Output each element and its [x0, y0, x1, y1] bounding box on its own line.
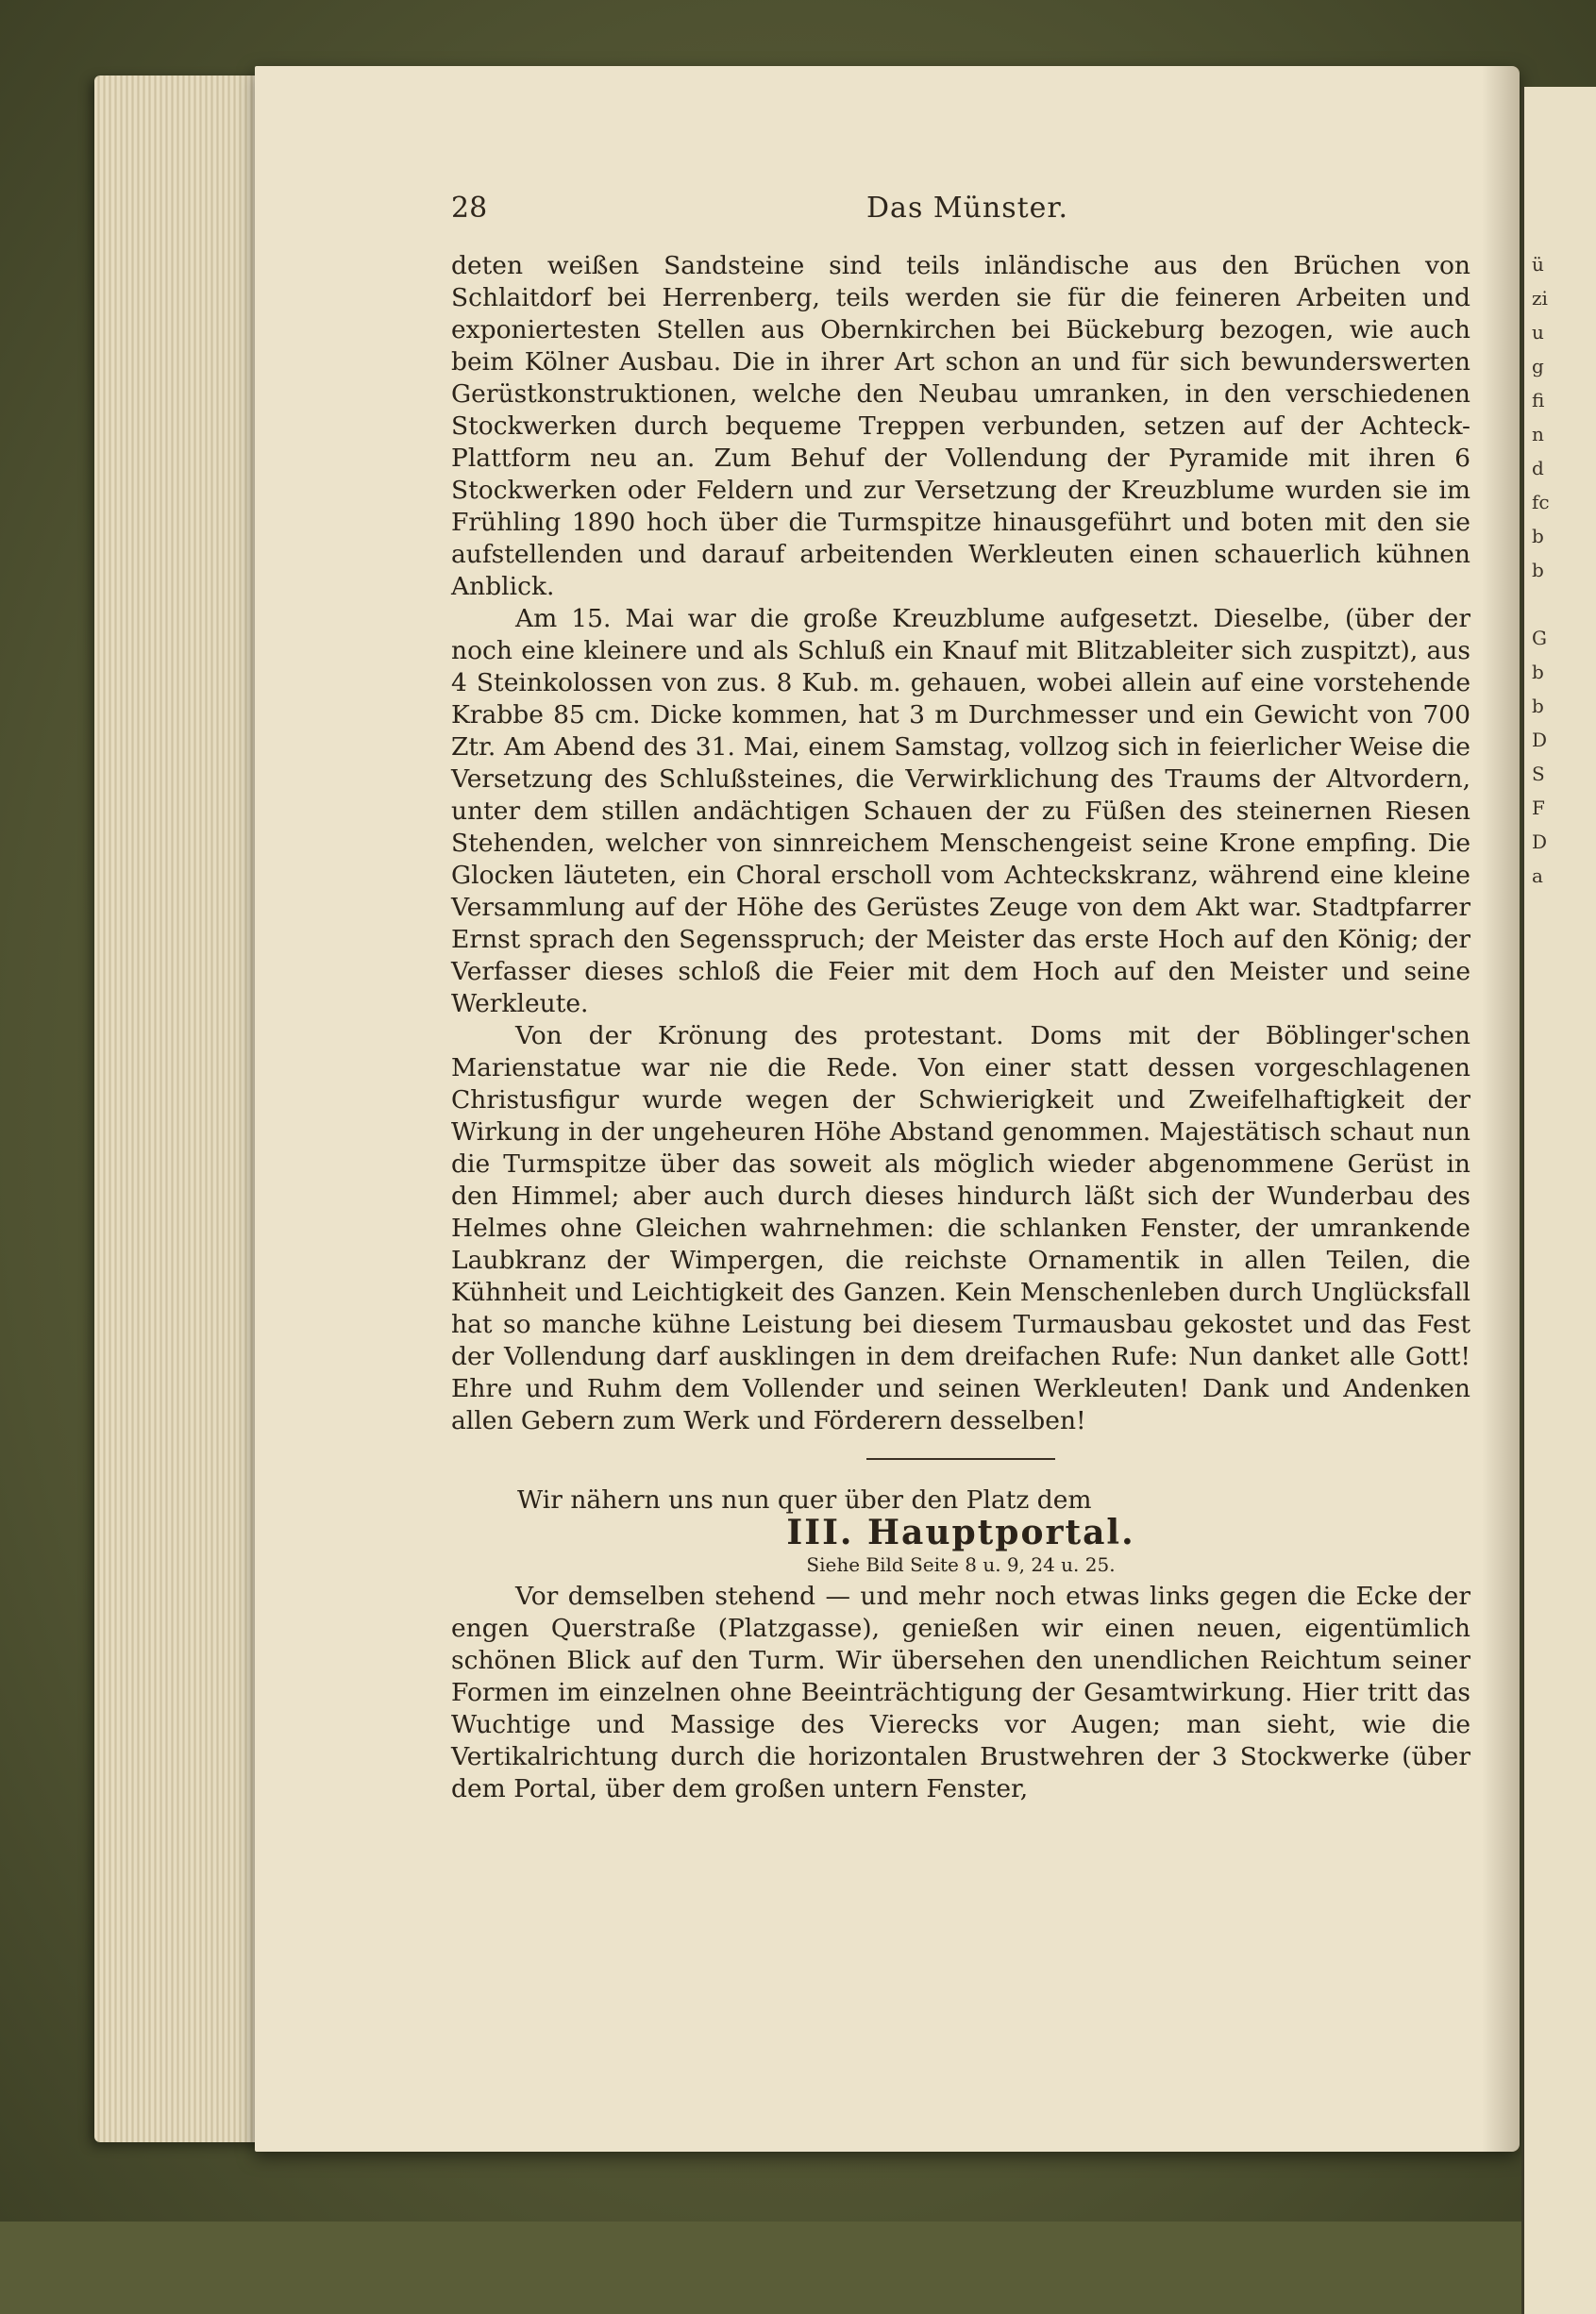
section-heading: III. Hauptportal.: [786, 1513, 1135, 1552]
next-page-fragment: a: [1532, 864, 1543, 887]
section-reference: Siehe Bild Seite 8 u. 9, 24 u. 25.: [806, 1553, 1116, 1576]
next-page-fragment: d: [1532, 457, 1544, 479]
next-page-fragment: n: [1532, 423, 1544, 445]
next-page-fragment: D: [1532, 729, 1548, 751]
paragraph: Am 15. Mai war die große Kreuzblume aufgesetzt. Dieselbe, (über der noch eine kleinere und als Schluß ein Knauf mit Blitzableiter sich zuspitzt), aus 4 Steinkolossen von zus. 8 Kub. m. gehauen, wobei allein auf eine vorstehende Krabbe 85 cm. Dicke kommen, hat 3 m Durchmesser und ein Gewicht von 700 Ztr. Am Abend des 31. Mai, einem Samstag, vollzog sich in feierlicher Weise die Versetzung des Schlußsteines, die Verwirklichung des Traums der Altvordern, unter dem stillen andächtigen Schauen der zu Füßen des steinernen Riesen Stehenden, welcher von sinnreichem Menschengeist seine Krone empfing. Die Glocken läuteten, ein Choral erscholl vom Achteckskranz, während eine kleine Versammlung auf der Höhe des Gerüstes Zeuge von dem Akt war. Stadtpfarrer Ernst sprach den Segensspruch; der Meister das erste Hoch auf den König; der Verfasser dieses schloß die Feier mit dem Hoch auf den Meister und seine Werkleute.: [451, 604, 1470, 1018]
next-page-edge: [1521, 87, 1596, 2314]
next-page-fragment: b: [1532, 559, 1544, 581]
next-page-fragment: g: [1532, 355, 1544, 377]
next-page-fragment: F: [1532, 796, 1545, 819]
next-page-fragment: b: [1532, 695, 1544, 717]
next-page-fragment: fi: [1532, 389, 1545, 411]
paragraph: deten weißen Sandsteine sind teils inländische aus den Brüchen von Schlaitdorf bei Herrenberg, teils werden sie für die feineren Arbeiten und exponiertesten Stellen aus Obernkirchen bei Bückeburg bezogen, wie auch beim Kölner Ausbau. Die in ihrer Art schon an und für sich bewunderswerten Gerüstkonstruktionen, welche den Neubau umranken, in den verschiedenen Stockwerken durch bequeme Treppen verbunden, setzen auf der Achteck-Plattform neu an. Zum Behuf der Vollendung der Pyramide mit ihren 6 Stockwerken oder Feldern und zur Versetzung der Kreuzblume wurden sie im Frühling 1890 hoch über die Turmspitze hinausgeführt und boten mit den sie aufstellenden und darauf arbeitenden Werkleuten einen schauerlich kühnen Anblick.: [451, 251, 1470, 601]
next-page-fragment: b: [1532, 661, 1544, 683]
page-number: 28: [451, 192, 488, 225]
section-divider: [866, 1458, 1055, 1460]
next-page-fragment: b: [1532, 525, 1544, 547]
running-title: Das Münster.: [866, 192, 1069, 225]
next-page-fragment: [1532, 587, 1596, 621]
next-page-fragment: u: [1532, 321, 1544, 344]
paragraph: Vor demselben stehend — und mehr noch etwas links gegen die Ecke der engen Querstraße (Platzgasse), genießen wir einen neuen, eigentümlich schönen Blick auf den Turm. Wir übersehen den unendlichen Reichtum seiner Formen im einzelnen ohne Beeinträchtigung der Gesamtwirkung. Hier tritt das Wuchtige und Massige des Vierecks vor Augen; man sieht, wie die Vertikalrichtung durch die horizontalen Brustwehren der 3 Stockwerke (über dem Portal, über dem großen untern Fenster,: [451, 1582, 1470, 1803]
page-content: [451, 250, 1470, 1805]
next-page-fragment: fc: [1532, 491, 1550, 513]
page-header: [451, 184, 1470, 231]
paragraph: Von der Krönung des protestant. Doms mit der Böblinger'schen Marienstatue war nie die Rede. Von einer statt dessen vorgeschlagenen Christusfigur wurde wegen der Schwierigkeit und Zweifelhaftigkeit der Wirkung in der ungeheuren Höhe Abstand genommen. Majestätisch schaut nun die Turmspitze über das soweit als möglich wieder abgenommene Gerüst in den Himmel; aber auch durch dieses hindurch läßt sich der Wunderbau des Helmes ohne Gleichen wahrnehmen: die schlanken Fenster, der umrankende Laubkranz der Wimpergen, die reichste Ornamentik in allen Teilen, die Kühnheit und Leichtigkeit des Ganzen. Kein Menschenleben durch Unglücksfall hat so manche kühne Leistung bei diesem Turmausbau gekostet und das Fest der Vollendung darf ausklingen in dem dreifachen Rufe: Nun danket alle Gott! Ehre und Ruhm dem Vollender und seinen Werkleuten! Dank und Andenken allen Gebern zum Werk und Förderern desselben!: [451, 1021, 1470, 1435]
next-page-fragment: ü: [1532, 253, 1544, 276]
next-page-fragment: zi: [1532, 287, 1548, 310]
section-intro: Wir nähern uns nun quer über den Platz dem: [517, 1485, 1092, 1515]
next-page-fragment: G: [1532, 627, 1547, 649]
page-edges: [94, 75, 264, 2142]
next-page-fragment: S: [1532, 763, 1545, 785]
next-page-fragment: D: [1532, 830, 1548, 853]
